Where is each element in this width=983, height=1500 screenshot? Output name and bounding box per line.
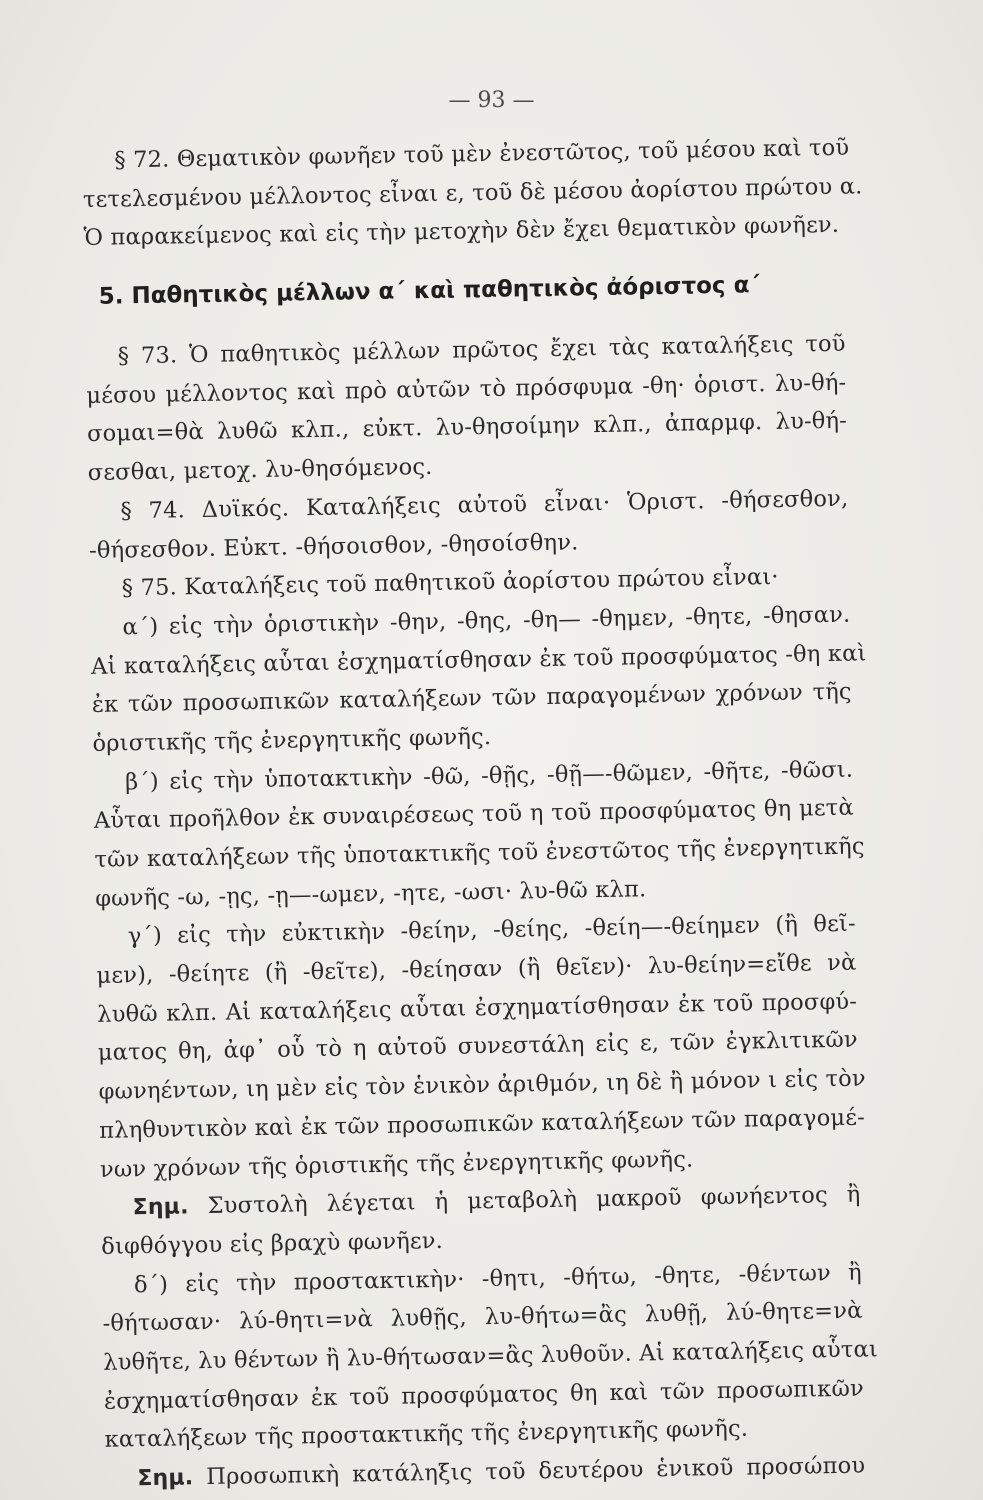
page-body bbox=[82, 129, 879, 1499]
paragraph-73 bbox=[85, 325, 848, 493]
note-label: Σημ. bbox=[137, 1465, 194, 1492]
text-line: νων χρόνων τῆς ὁριστικῆς τῆς ἐνεργητικῆς φωνῆς. bbox=[99, 1145, 694, 1183]
text-line: § 74. Δυϊκός. Καταλήξεις αὐτοῦ εἶναι· Ὁριστ. -θήσεσθον, bbox=[120, 485, 849, 525]
note-text: Συστολὴ λέγεται ἡ μεταβολὴ μακροῦ φωνήεντος ἢ bbox=[207, 1181, 861, 1220]
text-line: ματος θη, ἀφ᾽ οὗ τὸ η αὐτοῦ συνεστάλη εἰς ε, τῶν ἐγκλιτικῶν bbox=[97, 1027, 859, 1067]
note-label: Σημ. bbox=[132, 1194, 189, 1221]
text-line: Αἱ καταλήξεις αὗται ἐσχηματίσθησαν ἐκ τοῦ προσφύματος -θη καὶ bbox=[90, 639, 867, 680]
text-line: α´) εἰς τὴν ὁριστικὴν -θην, -θης, -θη— -θημεν, -θητε, -θησαν. bbox=[122, 601, 851, 641]
text-line: καταλήξεων τῆς προστακτικῆς τῆς ἐνεργητικῆς φωνῆς. bbox=[104, 1415, 749, 1454]
text-line: σεσθαι, μετοχ. λυ-θησόμενος. bbox=[87, 454, 433, 487]
text-line: ἐκ τῶν προσωπικῶν καταλήξεων τῶν παραγομένων χρόνων τῆς bbox=[91, 678, 852, 719]
text-line: τῶν καταλήξεων τῆς ὑποτακτικῆς τοῦ ἐνεστῶτος τῆς ἐνεργητικῆς bbox=[94, 833, 865, 873]
paragraph-72 bbox=[82, 129, 863, 258]
note-1 bbox=[100, 1176, 861, 1267]
text-line: β´) εἰς τὴν ὑποτακτικὴν -θῶ, -θῇς, -θῇ—-θῶμεν, -θῆτε, -θῶσι. bbox=[124, 756, 854, 795]
text-line: ἐσχηματίσθησαν ἐκ τοῦ προσφύματος θη καὶ τῶν προσωπικῶν bbox=[103, 1375, 865, 1415]
text-line: σομαι=θὰ λυθῶ κλπ., εὐκτ. λυ-θησοίμην κλπ., ἀπαρμφ. λυ-θή- bbox=[86, 408, 848, 448]
text-line: μέσου μέλλοντος καὶ πρὸ αὐτῶν τὸ πρόσφυμα -θη· ὁριστ. λυ-θή- bbox=[86, 369, 847, 409]
text-line: ὁριστικῆς τῆς ἐνεργητικῆς φωνῆς. bbox=[92, 723, 492, 757]
text-line: § 72. Θεματικὸν φωνῆεν τοῦ μὲν ἐνεστῶτος, τοῦ μέσου καὶ τοῦ bbox=[114, 134, 850, 174]
text-line: φωνηέντων, ιη μὲν εἰς τὸν ἑνικὸν ἀριθμόν, ιη δὲ ἢ μόνον ι εἰς τὸν bbox=[98, 1065, 867, 1105]
paragraph-75 bbox=[89, 557, 867, 1189]
text-line: § 73. Ὁ παθητικὸς μέλλων πρῶτος ἔχει τὰς καταλήξεις τοῦ bbox=[117, 330, 846, 370]
paragraph-75-delta bbox=[102, 1253, 879, 1460]
text-line: τετελεσμένου μέλλοντος εἶναι ε, τοῦ δὲ μέσου ἀορίστου πρώτου α. bbox=[82, 173, 863, 213]
text-line: § 75. Καταλήξεις τοῦ παθητικοῦ ἀορίστου πρώτου εἶναι· bbox=[121, 564, 779, 602]
text-line: λυθῆτε, λυ θέντων ἢ λυ-θήτωσαν=ἂς λυθοῦν. Αἱ καταλήξεις αὗται bbox=[103, 1336, 879, 1376]
text-line: -θήσεσθον. Εὐκτ. -θήσοισθον, -θησοίσθην. bbox=[88, 528, 579, 564]
text-line: Αὗται προῆλθον ἐκ συναιρέσεως τοῦ η τοῦ προσφύματος θη μετὰ bbox=[93, 794, 854, 835]
text-line: Ὁ παρακείμενος καὶ εἰς τὴν μετοχὴν δὲν ἔχει θεματικὸν φωνῆεν. bbox=[83, 212, 840, 252]
text-line: διφθόγγου εἰς βραχὺ φωνῆεν. bbox=[101, 1227, 444, 1260]
text-line: πληθυντικὸν καὶ ἐκ τῶν προσωπικῶν καταλήξεων τῶν παραγομέ- bbox=[99, 1104, 866, 1144]
text-line: μεν), -θείητε (ἢ -θεῖτε), -θείησαν (ἢ θεῖεν)· λυ-θείην=εἴθε νὰ bbox=[96, 949, 857, 989]
text-line: γ´) εἰς τὴν εὐκτικὴν -θείην, -θείης, -θείη—-θείημεν (ἢ θεῖ- bbox=[127, 910, 856, 950]
page-number: — 93 — bbox=[448, 88, 535, 113]
text-line: δ´) εἰς τὴν προστακτικὴν· -θητι, -θήτω, -θητε, -θέντων ἢ bbox=[133, 1259, 863, 1298]
text-line: -θήτωσαν· λύ-θητι=νὰ λυθῇς, λυ-θήτω=ἂς λυθῇ, λύ-θητε=νὰ bbox=[102, 1297, 863, 1338]
note-text: Προσωπικὴ κατάληξις τοῦ δευτέρου ἑνικοῦ προσώπου bbox=[206, 1452, 866, 1491]
text-line: φωνῆς -ω, -ῃς, -ῃ—-ωμεν, -ητε, -ωσι· λυ-θῶ κλπ. bbox=[94, 875, 647, 912]
text-line: λυθῶ κλπ. Αἱ καταλήξεις αὗται ἐσχηματίσθησαν ἐκ τοῦ προσφύ- bbox=[97, 988, 858, 1028]
section-heading: 5. Παθητικὸς μέλλων α´ καὶ παθητικὸς ἀόριστος α´ bbox=[98, 272, 762, 310]
paragraph-74 bbox=[88, 479, 849, 570]
